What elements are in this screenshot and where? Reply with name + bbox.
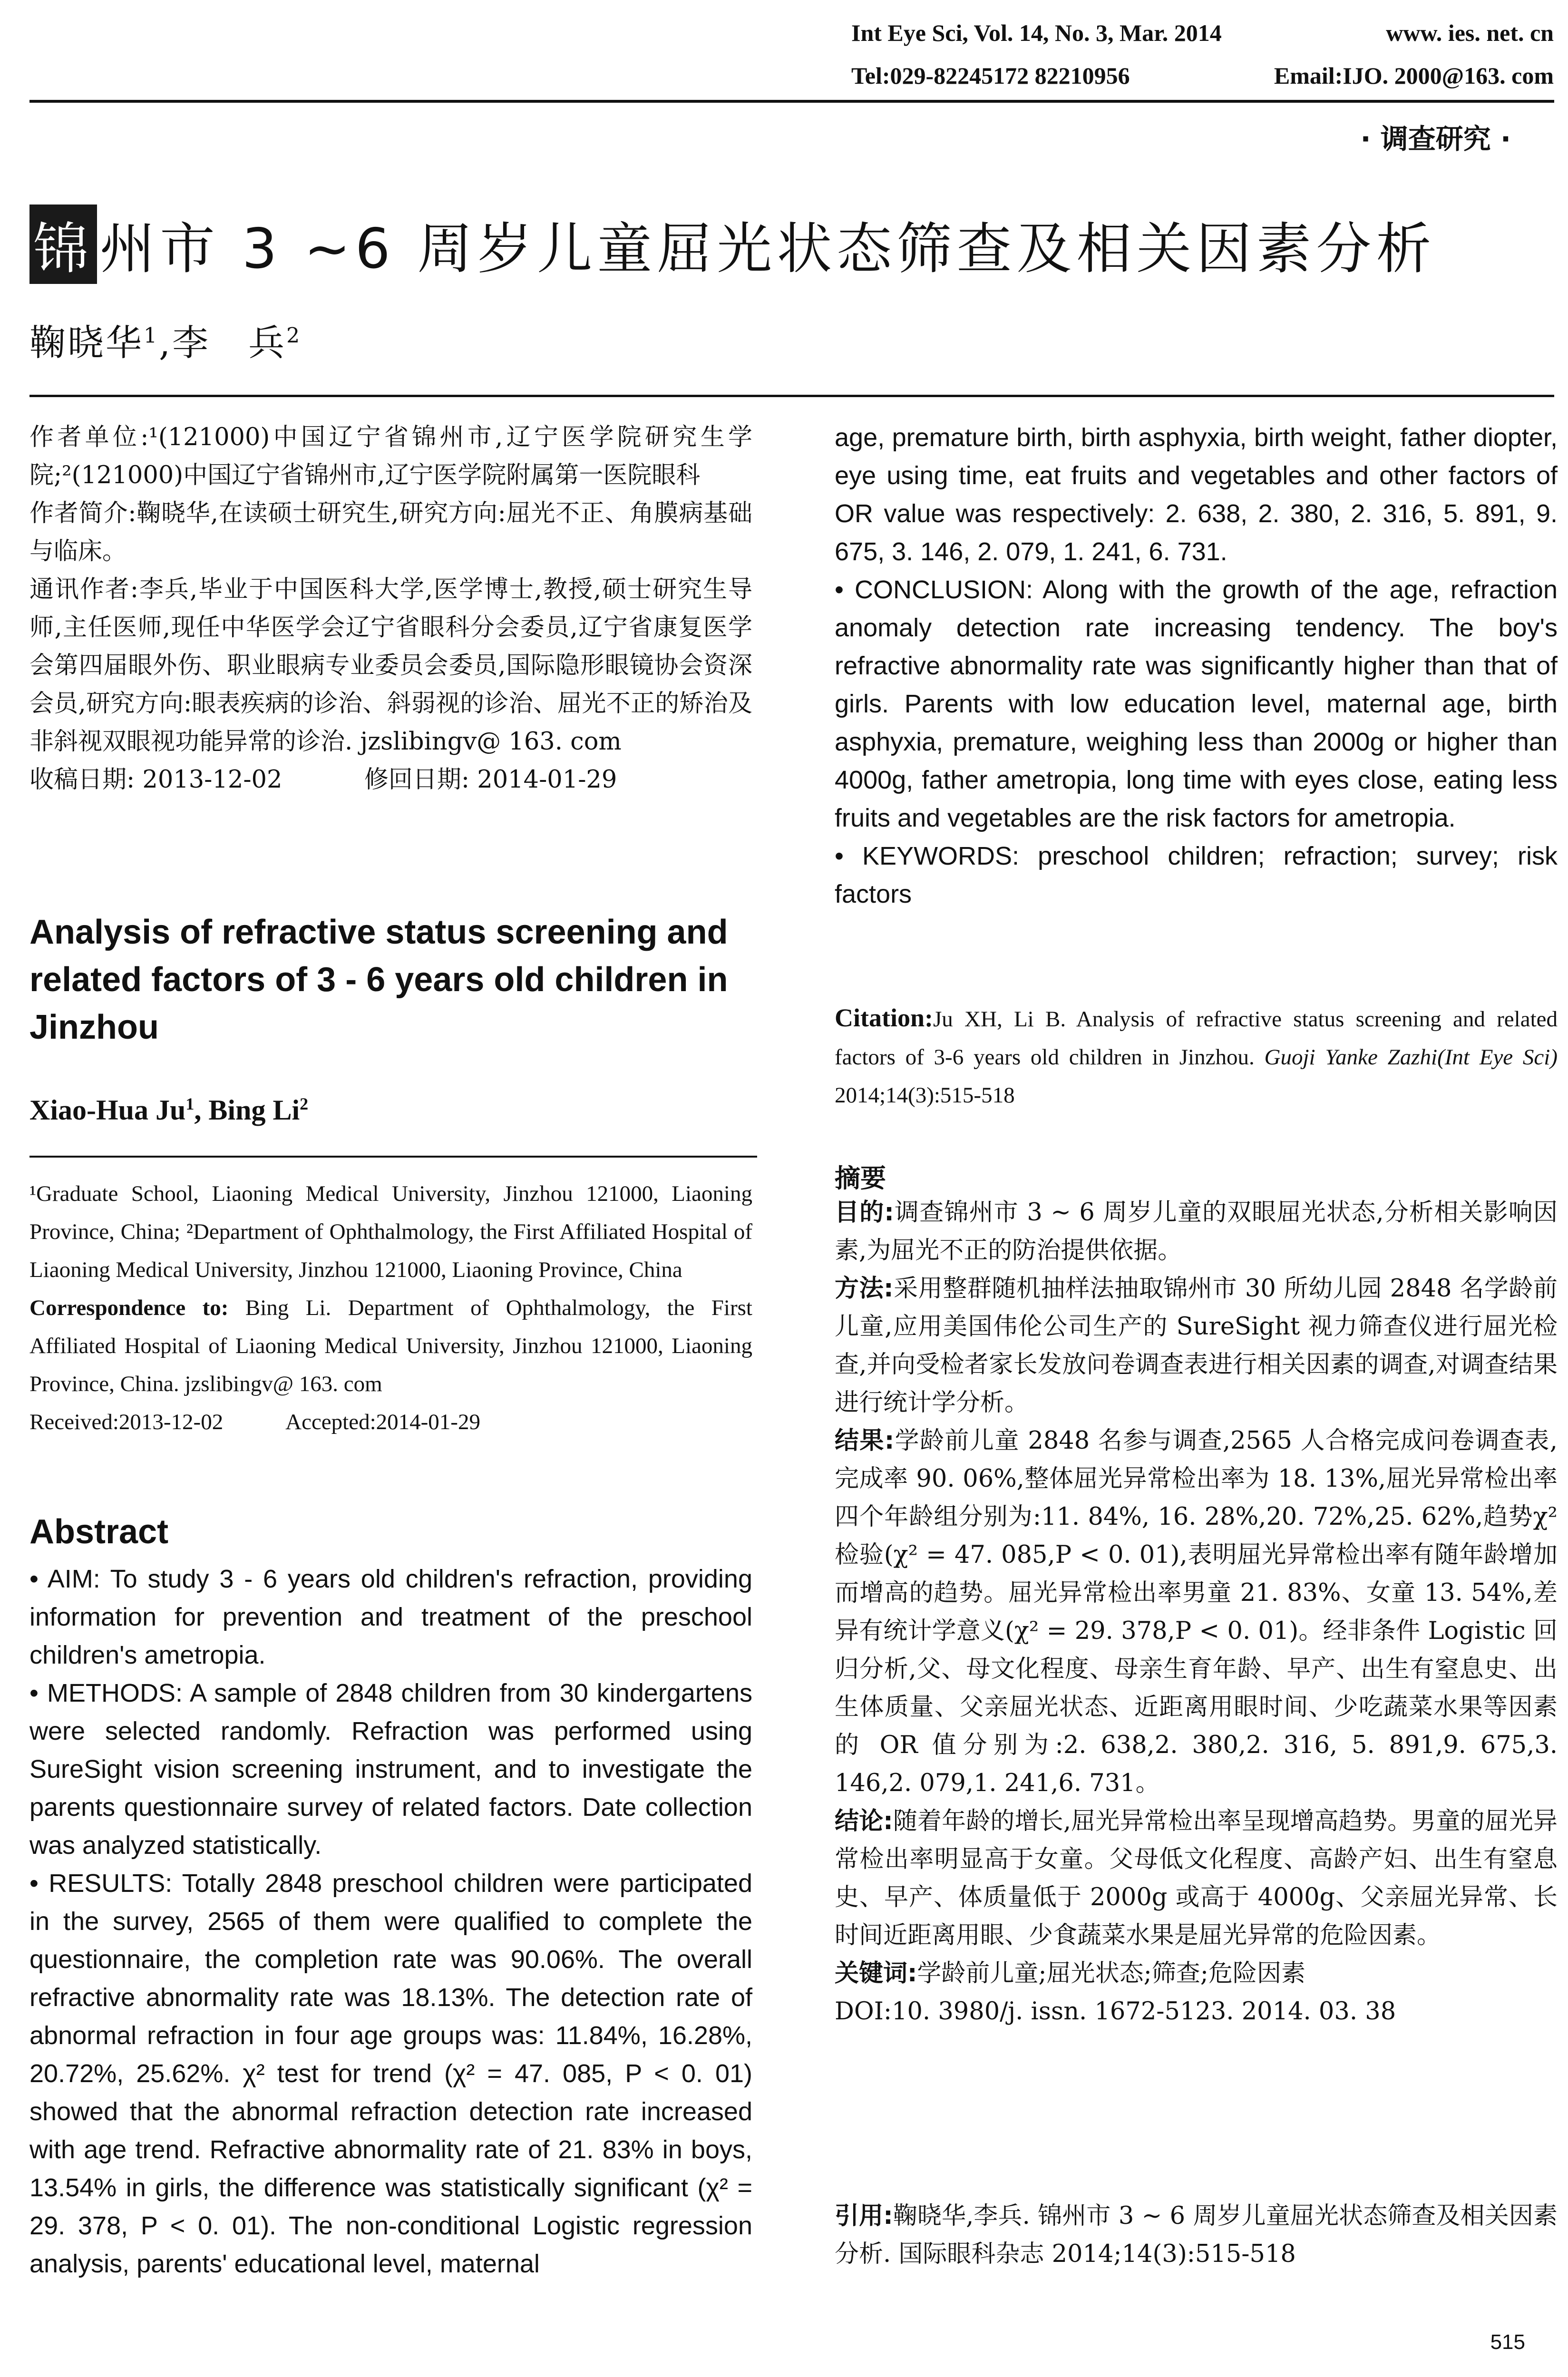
corresponding-author-cn: 通讯作者:李兵,毕业于中国医科大学,医学博士,教授,硕士研究生导师,主任医师,现任中华医学会辽宁省眼科分会委员,辽宁省康复医学会第四届眼外伤、职业眼病专业委员会委员,国际隐形眼镜协会资深会员,研究方向:眼表疾病的诊治、斜弱视的诊治、屈光不正的矫治及非斜视双眼视功能异常的诊治. jzslibingv@ 163. com: [29, 575, 752, 756]
abstract-en-left: [29, 1560, 752, 2283]
citation-volume: 2014;14(3):515-518: [835, 1083, 1015, 1108]
abstract-cn-heading: 摘要: [835, 1163, 886, 1193]
journal-email[interactable]: Email:IJO. 2000@163. com: [1274, 62, 1554, 89]
results-label-cn: 结果:: [835, 1427, 895, 1455]
journal-tel: Tel:029-82245172 82210956: [851, 62, 1130, 89]
journal-website[interactable]: www. ies. net. cn: [1386, 19, 1554, 46]
author-1-en: Xiao-Hua Ju: [29, 1094, 186, 1126]
abstract-en-right: [835, 419, 1558, 913]
citation-en: [835, 999, 1558, 1114]
keywords-text-cn: 学龄前儿童;屈光状态;筛查;危险因素: [917, 1959, 1305, 1987]
revised-date-cn: 修回日期: 2014-01-29: [364, 766, 617, 794]
correspondence-en: [29, 1289, 752, 1403]
title-rule: [29, 395, 1554, 397]
citation-label: Citation:: [835, 1003, 933, 1032]
header-rule: [29, 100, 1554, 103]
citation-label-cn: 引用:: [835, 2202, 893, 2230]
citation-text: Ju XH, Li B. Analysis of refractive status screening and related factors of 3-6 years old children in Jinzhou.: [835, 1007, 1558, 1070]
abstract-methods: • METHODS: A sample of 2848 children from 30 kindergartens were selected randomly. Refraction was performed using SureSight vision screening instrument, and to investigate the parents questionnaire survey of related factors. Date collection was analyzed statistically.: [29, 1679, 752, 1860]
abstract-aim: • AIM: To study 3 - 6 years old children's refraction, providing information for prevention and treatment of the preschool children's ametropia.: [29, 1565, 752, 1669]
author-bio-cn: 作者简介:鞠晓华,在读硕士研究生,研究方向:屈光不正、角膜病基础与临床。: [29, 499, 752, 565]
accepted-date-en: Accepted:2014-01-29: [285, 1410, 480, 1434]
abstract-cn-aim: [835, 1194, 1558, 1270]
methods-text-cn: 采用整群随机抽样法抽取锦州市 30 所幼儿园 2848 名学龄前儿童,应用美国伟伦公司生产的 SureSight 视力筛查仪进行屈光检查,并向受检者家长发放问卷调查表进行相关因素的调查,对调查结果进行统计学分析。: [835, 1275, 1558, 1417]
title-text: 州市 3 ~6 周岁儿童屈光状态筛查及相关因素分析: [100, 217, 1436, 281]
affiliation-cn-block: [29, 419, 752, 799]
abstract-cn-results: [835, 1422, 1558, 1802]
abstract-cn-conclusion: [835, 1802, 1558, 1955]
abstract-cn-methods: [835, 1270, 1558, 1422]
conclusion-label-cn: 结论:: [835, 1807, 893, 1835]
affiliation-en: ¹Graduate School, Liaoning Medical University, Jinzhou 121000, Liaoning Province, China; ²Department of Ophthalmology, the First Affiliated Hospital of Liaoning Medical University, Jinzhou 121000, Liaoning Province, China: [29, 1181, 752, 1282]
abstract-results: • RESULTS: Totally 2848 preschool children were participated in the survey, 2565 of them were qualified to complete the questionnaire, the completion rate was 90.06%. The overall refractive abnormality rate was 18.13%. The detection rate of abnormal refraction in four age groups was: 11.84%, 16.28%, 20.72%, 25.62%. χ² test for trend (χ² = 47. 085, P < 0. 01) showed that the abnormal refraction detection rate increased with age trend. Refractive abnormality rate of 21. 83% in boys, 13.54% in girls, the difference was statistically significant (χ² = 29. 378, P < 0. 01). The non-conditional Logistic regression analysis, parents' educational level, maternal: [29, 1869, 752, 2278]
affiliation-en-block: [29, 1175, 752, 1441]
dates-en: [29, 1403, 752, 1441]
received-date-cn: 收稿日期: 2013-12-02: [29, 766, 282, 794]
authors-cn: [29, 314, 302, 366]
aim-label-cn: 目的:: [835, 1198, 894, 1227]
citation-cn: [835, 2197, 1558, 2273]
article-title: [29, 205, 1436, 284]
abstract-cn: [835, 1194, 1558, 2031]
aim-text-cn: 调查锦州市 3 ~ 6 周岁儿童的双眼屈光状态,分析相关影响因素,为屈光不正的防治提供依据。: [835, 1198, 1558, 1265]
authors-en: [29, 1094, 308, 1127]
abstract-heading: Abstract: [29, 1513, 169, 1551]
english-title: Analysis of refractive status screening and related factors of 3 - 6 years old children in Jinzhou: [29, 913, 728, 1046]
page-number: 515: [1490, 2330, 1525, 2354]
methods-label-cn: 方法:: [835, 1275, 894, 1303]
dates-cn: [29, 761, 752, 799]
title-dropcap: 锦: [29, 205, 97, 284]
correspondence-text: Bing Li. Department of Ophthalmology, the First Affiliated Hospital of Liaoning Medical University, Jinzhou 121000, Liaoning Province, China. jzslibingv@ 163. com: [29, 1296, 752, 1396]
author-2-cn-affil: 2: [286, 323, 302, 348]
author-1-cn: 鞠晓华: [29, 321, 144, 364]
author-2-cn: ,李 兵: [159, 321, 287, 364]
correspondence-label: Correspondence to:: [29, 1296, 229, 1320]
keywords-label-cn: 关键词:: [835, 1959, 917, 1987]
affiliation-cn: 作者单位:¹(121000)中国辽宁省锦州市,辽宁医学院研究生学院;²(121000)中国辽宁省锦州市,辽宁医学院附属第一医院眼科: [29, 423, 752, 489]
doi[interactable]: DOI:10. 3980/j. issn. 1672-5123. 2014. 03. 38: [835, 1997, 1396, 2026]
author-1-cn-affil: 1: [144, 323, 159, 348]
author-1-en-affil: 1: [185, 1094, 195, 1113]
authors-rule: [29, 1156, 757, 1158]
citation-text-cn: 鞠晓华,李兵. 锦州市 3 ~ 6 周岁儿童屈光状态筛查及相关因素分析. 国际眼科杂志 2014;14(3):515-518: [835, 2202, 1558, 2268]
abstract-conclusion: • CONCLUSION: Along with the growth of the age, refraction anomaly detection rate increasing tendency. The boy's refractive abnormality rate was significantly higher than that of girls. Parents with low education level, maternal age, birth asphyxia, premature, weighing less than 2000g or higher than 4000g, father ametropia, long time with eyes close, eating less fruits and vegetables are the risk factors for ametropia.: [835, 575, 1558, 832]
citation-journal: Guoji Yanke Zazhi(Int Eye Sci): [1264, 1045, 1558, 1070]
section-label: · 调查研究 ·: [1360, 123, 1511, 155]
journal-line: Int Eye Sci, Vol. 14, No. 3, Mar. 2014: [851, 19, 1222, 46]
abstract-cn-keywords: [835, 1955, 1558, 1993]
author-2-en: , Bing Li: [194, 1094, 300, 1126]
results-text-cn: 学龄前儿童 2848 名参与调查,2565 人合格完成问卷调查表,完成率 90. 06%,整体屈光异常检出率为 18. 13%,屈光异常检出率四个年龄组分别为:11. 84%, 16. 28%,20. 72%,25. 62%,趋势χ²检验(χ² = 47. 085,P < 0. 01),表明屈光异常检出率有随年龄增加而增高的趋势。屈光异常检出率男童 21. 83%、女童 13. 54%,差异有统计学意义(χ² = 29. 378,P < 0. 01)。经非条件 Logistic 回归分析,父、母文化程度、母亲生育年龄、早产、出生有窒息史、出生体质量、父亲屈光状态、近距离用眼时间、少吃蔬菜水果等因素的 OR 值分别为:2. 638,2. 380,2. 316, 5. 891,9. 675,3. 146,2. 079,1. 241,6. 731。: [835, 1427, 1558, 1797]
conclusion-text-cn: 随着年龄的增长,屈光异常检出率呈现增高趋势。男童的屈光异常检出率明显高于女童。父母低文化程度、高龄产妇、出生有窒息史、早产、体质量低于 2000g 或高于 4000g、父亲屈光异常、长时间近距离用眼、少食蔬菜水果是屈光异常的危险因素。: [835, 1807, 1558, 1949]
received-date-en: Received:2013-12-02: [29, 1410, 224, 1434]
author-2-en-affil: 2: [300, 1094, 309, 1113]
abstract-results-continued: age, premature birth, birth asphyxia, birth weight, father diopter, eye using time, eat fruits and vegetables and other factors of OR value was respectively: 2. 638, 2. 380, 2. 316, 5. 891, 9. 675, 3. 146, 2. 079, 1. 241, 6. 731.: [835, 423, 1558, 566]
abstract-keywords: • KEYWORDS: preschool children; refraction; survey; risk factors: [835, 842, 1558, 908]
